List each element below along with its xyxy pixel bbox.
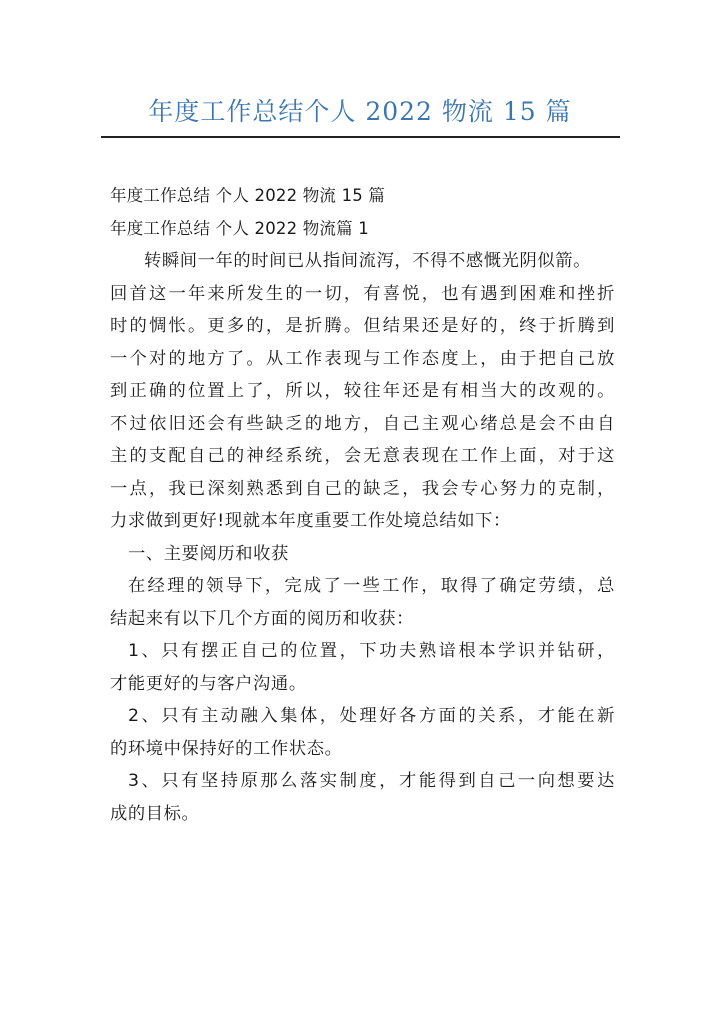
subsection-heading: 一、主要阅历和收获 bbox=[128, 543, 289, 564]
subtitle-line: 年度工作总结 个人 2022 物流 15 篇 bbox=[110, 186, 386, 205]
list-item-continuation: 的环境中保持好的工作状态。 bbox=[110, 738, 343, 759]
title-divider bbox=[101, 136, 620, 138]
list-item: 3、只有坚持原那么落实制度，才能得到自己一向想要达 bbox=[128, 771, 615, 791]
paragraph-line: 转瞬间一年的时间已从指间流泻，不得不感慨光阴似箭。 bbox=[144, 251, 592, 271]
list-item-continuation: 才能更好的与客户沟通。 bbox=[110, 673, 307, 694]
paragraph-line: 时的惆怅。更多的，是折腾。但结果还是好的，终于折腾到 bbox=[110, 316, 615, 336]
document-body bbox=[110, 180, 615, 830]
paragraph-line: 回首这一年来所发生的一切，有喜悦，也有遇到困难和挫折 bbox=[110, 283, 615, 304]
list-item: 2、只有主动融入集体，处理好各方面的关系，才能在新 bbox=[128, 706, 615, 726]
list-item-continuation: 成的目标。 bbox=[110, 803, 200, 824]
paragraph-line: 结起来有以下几个方面的阅历和收获： bbox=[110, 608, 414, 629]
paragraph-line: 一点，我已深刻熟悉到自己的缺乏，我会专心努力的克制， bbox=[110, 478, 615, 499]
list-item: 1、只有摆正自己的位置，下功夫熟谙根本学识并钻研， bbox=[128, 641, 615, 661]
paragraph-line: 不过依旧还会有些缺乏的地方，自己主观心绪总是会不由自 bbox=[110, 413, 615, 434]
paragraph-line: 在经理的领导下，完成了一些工作，取得了确定劳绩，总 bbox=[128, 576, 615, 596]
document-title: 年度工作总结个人 2022 物流 15 篇 bbox=[148, 97, 572, 126]
paragraph-line: 力求做到更好!现就本年度重要工作处境总结如下： bbox=[110, 511, 511, 531]
paragraph-line: 主的支配自己的神经系统，会无意表现在工作上面，对于这 bbox=[110, 446, 615, 466]
paragraph-line: 到正确的位置上了，所以，较往年还是有相当大的改观的。 bbox=[110, 381, 615, 401]
section-heading: 年度工作总结 个人 2022 物流篇 1 bbox=[110, 218, 369, 238]
paragraph-line: 一个对的地方了。从工作表现与工作态度上，由于把自己放 bbox=[110, 348, 615, 369]
